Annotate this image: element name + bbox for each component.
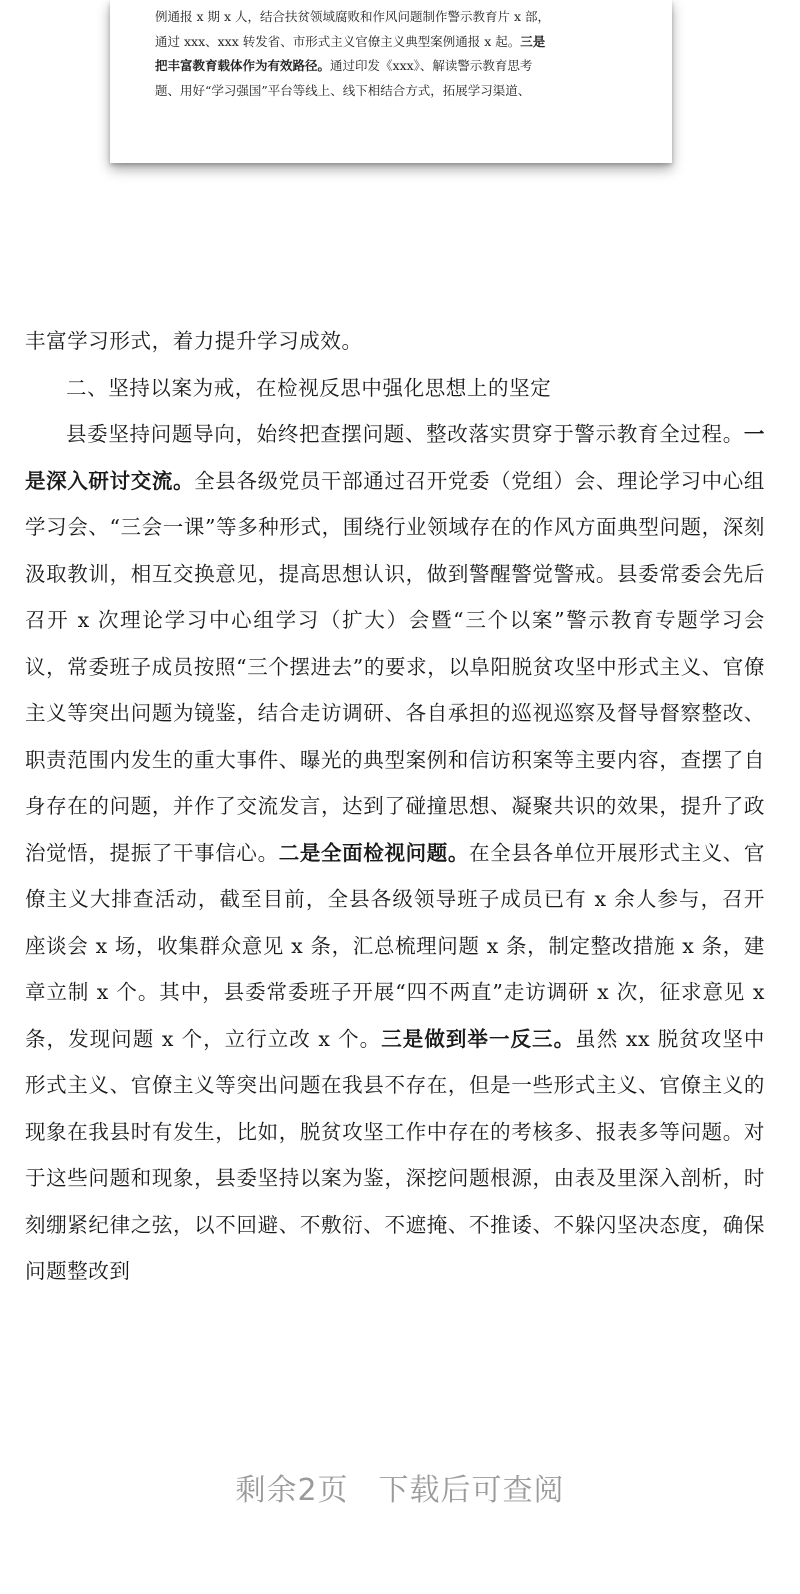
- remaining-pages-label: 剩余2页: [235, 1473, 349, 1508]
- preview-line: 通过 xxx、xxx 转发省、市形式主义官僚主义典型案例通报 x 起。三是: [155, 33, 546, 49]
- preview-page-text: [155, 5, 650, 103]
- section-heading: 二、坚持以案为戒，在检视反思中强化思想上的坚定: [66, 375, 552, 400]
- paragraph-continuation: 丰富学习形式，着力提升学习成效。: [25, 329, 363, 353]
- paragraph: 县委坚持问题导向，始终把查摆问题、整改落实贯穿于警示教育全过程。一是深入研讨交流。全县各级党员干部通过召开党委（党组）会、理论学习中心组学习会、“三会一课”等多种形式，围绕行业领域存在的作风方面典型问题，深刻汲取教训，相互交换意见，提高思想认识，做到警醒警觉警戒。县委常委会先后召开 x 次理论学习中心组学习（扩大）会暨“三个以案”警示教育专题学习会议，常委班子成员按照“三个摆进去”的要求，以阜阳脱贫攻坚中形式主义、官僚主义等突出问题为镜鉴，结合走访调研、各自承担的巡视巡察及督导督察整改、职责范围内发生的重大事件、曝光的典型案例和信访积案等主要内容，查摆了自身存在的问题，并作了交流发言，达到了碰撞思想、凝聚共识的效果，提升了政治觉悟，提振了干事信心。二是全面检视问题。在全县各单位开展形式主义、官僚主义大排查活动，截至目前，全县各级领导班子成员已有 x 余人参与，召开座谈会 x 场，收集群众意见 x 条，汇总梳理问题 x 条，制定整改措施 x 条，建章立制 x 个。其中，县委常委班子开展“四不两直”走访调研 x 次，征求意见 x 条，发现问题 x 个，立行立改 x 个。三是做到举一反三。虽然 xx 脱贫攻坚中形式主义、官僚主义等突出问题在我县不存在，但是一些形式主义、官僚主义的现象在我县时有发生，比如，脱贫攻坚工作中存在的考核多、报表多等问题。对于这些问题和现象，县委坚持以案为鉴，深挖问题根源，由表及里深入剖析，时刻绷紧纪律之弦，以不回避、不敷衍、不遮掩、不推诿、不躲闪坚决态度，确保问题整改到: [25, 422, 765, 1283]
- preview-line: 例通报 x 期 x 人，结合扶贫领域腐败和作风问题制作警示教育片 x 部，: [155, 9, 550, 24]
- download-prompt[interactable]: [0, 1465, 800, 1509]
- download-hint-label: 下载后可查阅: [378, 1473, 565, 1508]
- preview-line: 把丰富教育载体作为有效路径。通过印发《xxx》、解读警示教育思考: [155, 58, 533, 73]
- preview-line: 题、用好“学习强国”平台等线上、线下相结合方式，拓展学习渠道、: [155, 82, 531, 98]
- document-body: [25, 318, 765, 1295]
- preview-page-card: [110, 0, 672, 163]
